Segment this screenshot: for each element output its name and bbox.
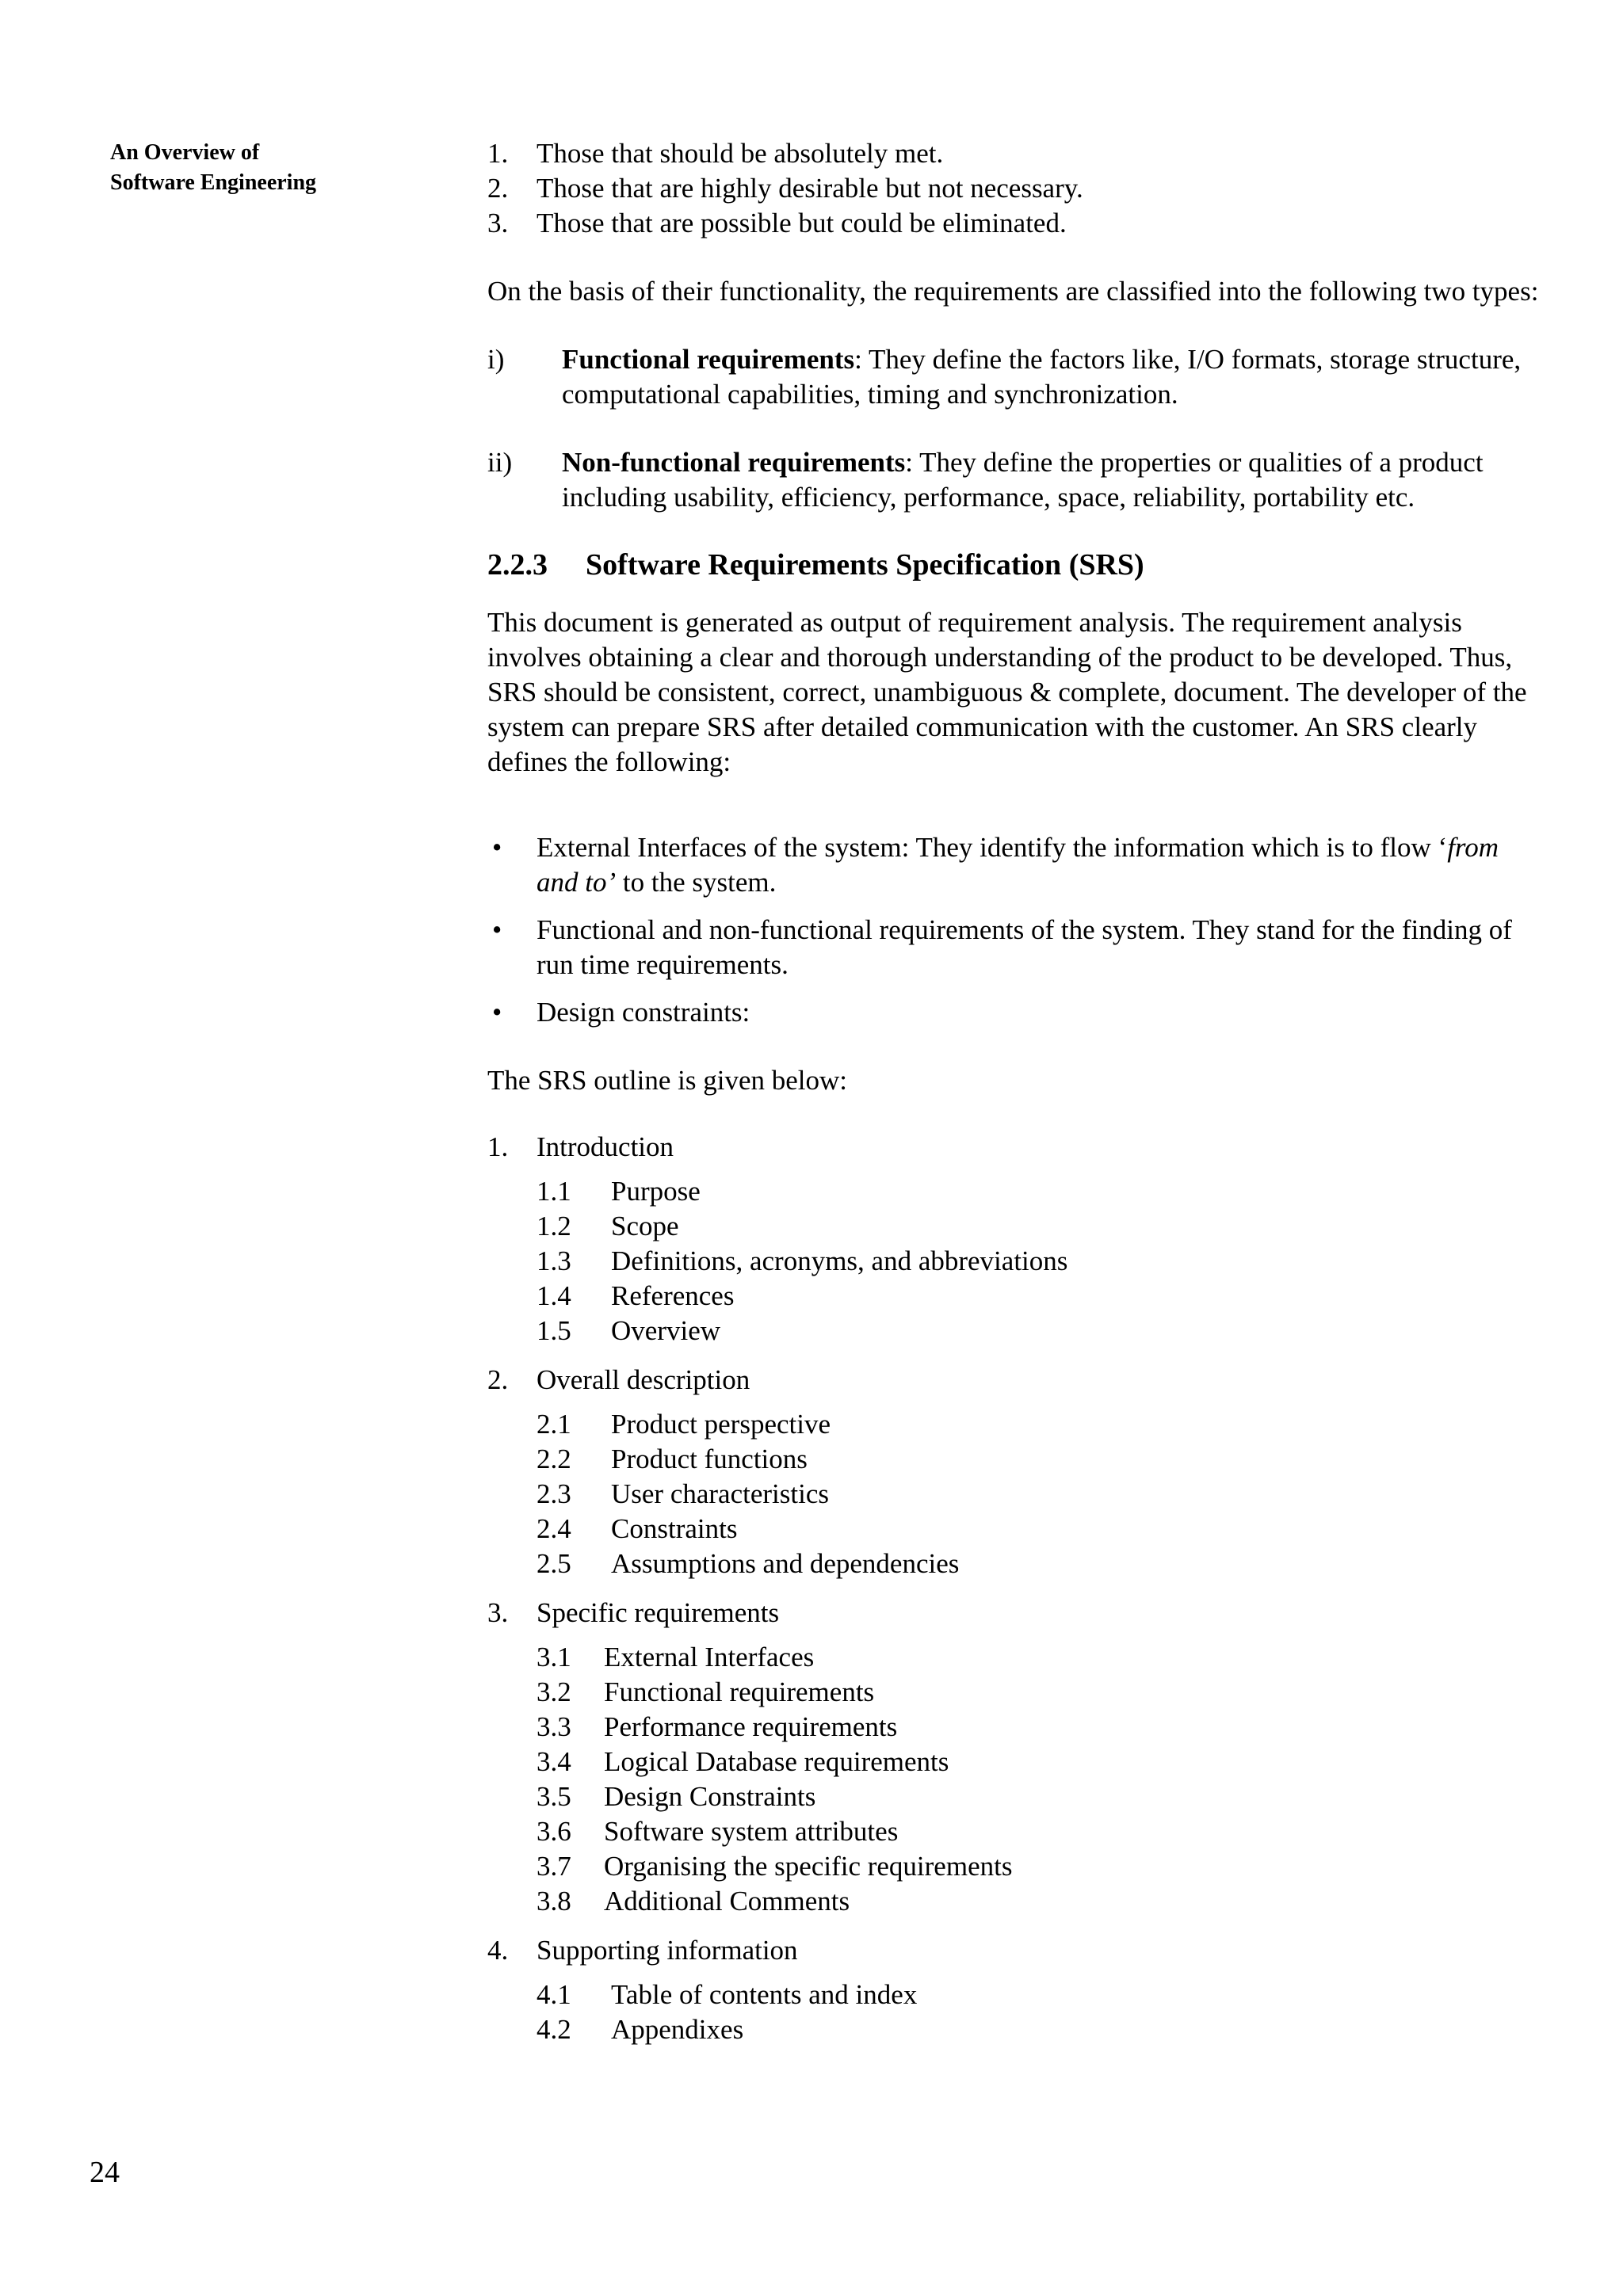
outline-subsection-text: Overview: [611, 1315, 721, 1346]
outline-subsection-text: External Interfaces: [604, 1642, 815, 1672]
outline-subsection-number: 1.5: [537, 1315, 571, 1346]
outline-subsection-text: Table of contents and index: [611, 1979, 918, 2010]
list-item-number: 3.: [487, 208, 509, 238]
outline-subsection: [487, 1512, 1541, 1547]
outline-subsection-text: Product perspective: [611, 1409, 831, 1440]
outline-subsection: [487, 1407, 1541, 1442]
outline-subsection-text: Performance requirements: [604, 1711, 898, 1742]
outline-subsection-number: 2.1: [537, 1409, 571, 1440]
outline-subsection: [487, 2012, 1541, 2047]
running-head-line: Software Engineering: [110, 170, 317, 195]
outline-subsection-text: Organising the specific requirements: [604, 1851, 1013, 1882]
outline-subsection-number: 2.4: [537, 1513, 571, 1544]
bullet-text: Design constraints:: [537, 997, 750, 1028]
bullet-item: [487, 913, 1541, 982]
outline-subsection: [487, 1884, 1541, 1919]
outline-intro-paragraph: The SRS outline is given below:: [487, 1065, 848, 1096]
outline-section-title: Specific requirements: [537, 1597, 780, 1628]
outline-subsection-text: Scope: [611, 1211, 679, 1241]
outline-section-number: 1.: [487, 1131, 509, 1162]
outline-subsection-number: 3.3: [537, 1711, 571, 1742]
outline-subsection: [487, 1244, 1541, 1279]
outline-subsection-text: Purpose: [611, 1176, 701, 1207]
outline-section-title: Introduction: [537, 1131, 674, 1162]
running-head-line: An Overview of: [110, 140, 260, 165]
requirement-type-item: [487, 342, 1541, 412]
outline-subsection: [487, 1814, 1541, 1849]
bullet-icon: •: [492, 997, 502, 1028]
outline-subsection-list: [487, 1978, 1541, 2047]
outline-section-number: 3.: [487, 1597, 509, 1628]
bullet-item: [487, 995, 1541, 1030]
list-item-number: 2.: [487, 173, 509, 204]
list-item: [487, 206, 1541, 241]
outline-subsection-number: 3.4: [537, 1746, 571, 1777]
outline-subsection-number: 2.3: [537, 1478, 571, 1509]
requirement-type-text: : They define the factors like, I/O formats, storage structure, computational capabilities, timing and synchronization.: [562, 344, 1522, 410]
outline-subsection-number: 3.8: [537, 1886, 571, 1917]
outline-section: [487, 1596, 1541, 1919]
outline-subsection-number: 3.6: [537, 1816, 571, 1847]
outline-subsection: [487, 1209, 1541, 1244]
outline-subsection-list: [487, 1174, 1541, 1348]
outline-subsection-number: 3.7: [537, 1851, 571, 1882]
outline-subsection-number: 2.5: [537, 1548, 571, 1579]
outline-subsection-text: Logical Database requirements: [604, 1746, 949, 1777]
outline-subsection-text: Product functions: [611, 1444, 808, 1474]
bullet-text: to the system.: [616, 867, 777, 898]
outline-subsection: [487, 1477, 1541, 1512]
outline-section-number: 4.: [487, 1935, 509, 1966]
list-item-text: Those that are possible but could be eliminated.: [537, 208, 1067, 238]
outline-subsection-number: 1.2: [537, 1211, 571, 1241]
outline-section-number: 2.: [487, 1364, 509, 1395]
outline-subsection: [487, 1314, 1541, 1348]
section-number: 2.2.3: [487, 548, 548, 582]
outline-subsection-text: Definitions, acronyms, and abbreviations: [611, 1245, 1068, 1276]
requirement-type-term: Non-functional requirements: [562, 447, 906, 478]
outline-subsection: [487, 1779, 1541, 1814]
list-item-text: Those that are highly desirable but not necessary.: [537, 173, 1083, 204]
srs-defines-list: [487, 830, 1541, 1030]
list-item: [487, 136, 1541, 171]
srs-outline: [487, 1130, 1541, 2047]
page-number: 24: [90, 2156, 120, 2189]
running-head: [110, 138, 316, 198]
outline-subsection-number: 1.3: [537, 1245, 571, 1276]
outline-subsection-text: Assumptions and dependencies: [611, 1548, 960, 1579]
bullet-item: [487, 830, 1541, 900]
outline-subsection-text: Functional requirements: [604, 1676, 875, 1707]
outline-subsection-number: 4.1: [537, 1979, 571, 2010]
bullet-text: Functional and non-functional requirements of the system. They stand for the finding of run time requirements.: [537, 914, 1512, 980]
list-item-number: 1.: [487, 138, 509, 169]
section-title: Software Requirements Specification (SRS): [586, 548, 1144, 582]
priority-list: [487, 136, 1541, 241]
outline-section-heading: [487, 1596, 1541, 1630]
outline-subsection-number: 2.2: [537, 1444, 571, 1474]
outline-subsection-number: 1.1: [537, 1176, 571, 1207]
outline-section-heading: [487, 1933, 1541, 1968]
outline-subsection: [487, 1710, 1541, 1745]
outline-subsection-number: 3.2: [537, 1676, 571, 1707]
outline-section: [487, 1933, 1541, 2047]
outline-subsection: [487, 1640, 1541, 1675]
outline-subsection: [487, 1442, 1541, 1477]
outline-subsection: [487, 1849, 1541, 1884]
outline-subsection-number: 3.5: [537, 1781, 571, 1812]
requirement-type-item: [487, 445, 1541, 515]
roman-numeral: ii): [487, 447, 513, 478]
outline-section: [487, 1130, 1541, 1348]
outline-section-heading: [487, 1363, 1541, 1398]
outline-subsection-number: 3.1: [537, 1642, 571, 1672]
bullet-icon: •: [492, 832, 502, 863]
outline-subsection: [487, 1675, 1541, 1710]
main-content: [487, 136, 1541, 2047]
requirement-type-text: : They define the properties or qualities of a product including usability, efficiency, performance, space, reliability, portability etc.: [562, 447, 1484, 513]
outline-section-heading: [487, 1130, 1541, 1165]
requirement-type-term: Functional requirements: [562, 344, 855, 375]
outline-section-title: Overall description: [537, 1364, 750, 1395]
outline-subsection: [487, 1745, 1541, 1779]
outline-subsection-text: Constraints: [611, 1513, 738, 1544]
outline-subsection: [487, 1174, 1541, 1209]
outline-subsection-text: Additional Comments: [604, 1886, 850, 1917]
list-item-text: Those that should be absolutely met.: [537, 138, 944, 169]
list-item: [487, 171, 1541, 206]
bullet-text: External Interfaces of the system: They identify the information which is to flow ‘: [537, 832, 1448, 863]
outline-subsection-number: 1.4: [537, 1280, 571, 1311]
bullet-text-italic: from and to’: [537, 832, 1499, 898]
outline-subsection-list: [487, 1640, 1541, 1919]
functionality-intro-paragraph: On the basis of their functionality, the requirements are classified into the following two types:: [487, 276, 1539, 307]
roman-numeral: i): [487, 344, 505, 375]
outline-subsection-number: 4.2: [537, 2014, 571, 2045]
outline-subsection-text: References: [611, 1280, 735, 1311]
outline-subsection-text: Appendixes: [611, 2014, 744, 2045]
outline-subsection-text: Design Constraints: [604, 1781, 816, 1812]
outline-subsection-list: [487, 1407, 1541, 1581]
outline-subsection: [487, 1978, 1541, 2012]
outline-section-title: Supporting information: [537, 1935, 798, 1966]
srs-paragraph: This document is generated as output of requirement analysis. The requirement analysis involves obtaining a clear and thorough understanding of the product to be developed. Thus, SRS should be consistent, correct, unambiguous & complete, document. The developer of the system can prepare SRS after detailed communication with the customer. An SRS clearly defines the following:: [487, 607, 1527, 777]
bullet-icon: •: [492, 914, 502, 945]
outline-subsection-text: User characteristics: [611, 1478, 829, 1509]
outline-subsection: [487, 1547, 1541, 1581]
outline-subsection-text: Software system attributes: [604, 1816, 899, 1847]
outline-section: [487, 1363, 1541, 1581]
outline-subsection: [487, 1279, 1541, 1314]
section-heading: [487, 547, 1541, 583]
